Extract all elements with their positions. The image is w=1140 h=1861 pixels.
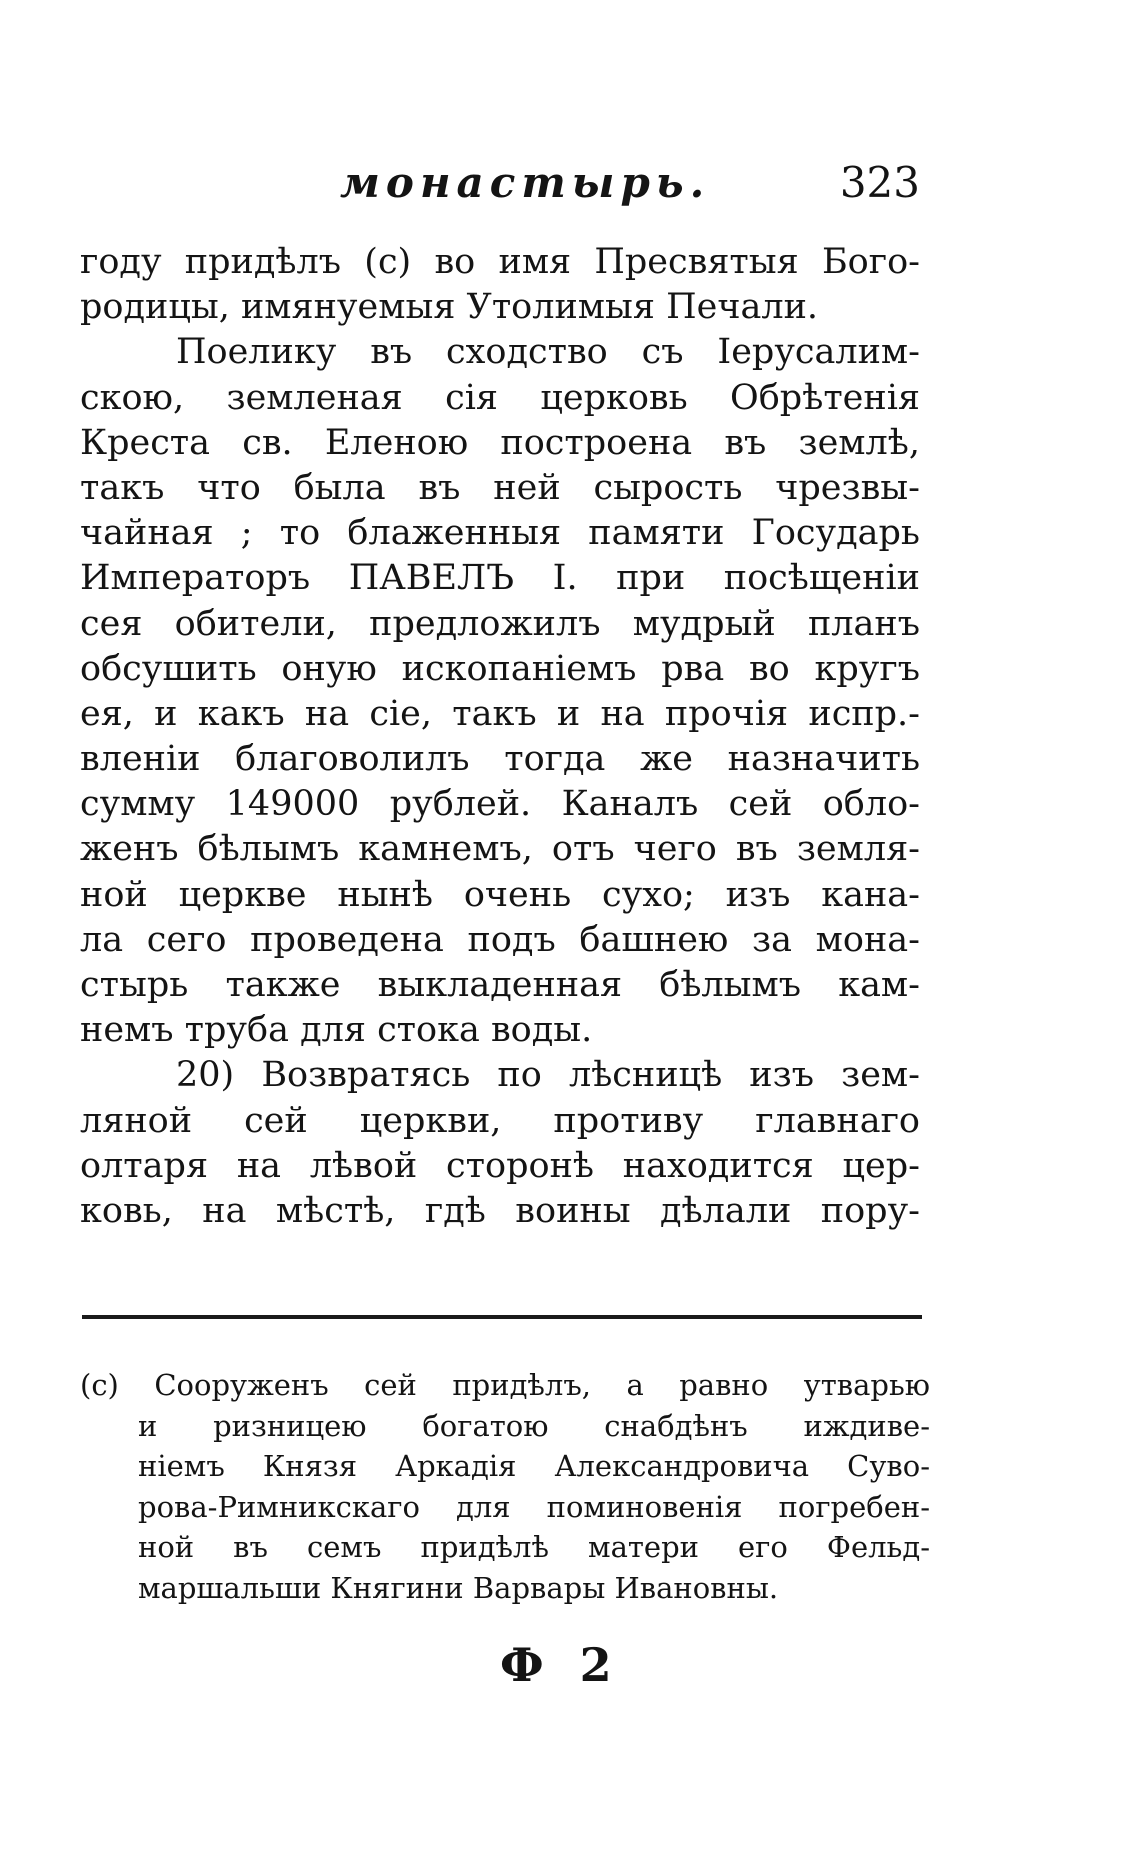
text-line: скою, земленая сiя церковь Обрѣтенiя xyxy=(80,377,920,418)
text-line: олтаря на лѣвой сторонѣ находится цер- xyxy=(80,1145,920,1186)
text-line: родицы, имянуемыя Утолимыя Печали. xyxy=(80,287,819,328)
text-line: сея обители, предложилъ мудрый планъ xyxy=(80,603,920,644)
text-line: сумму 149000 рублей. Каналъ сей обло- xyxy=(80,784,920,825)
footnote-line: маршальши Княгини Варвары Ивановны. xyxy=(138,1570,779,1605)
body-text xyxy=(80,240,920,1234)
text-line: такъ что была въ ней сырость чрезвы- xyxy=(80,467,920,508)
text-line: Императоръ ПАВЕЛЪ I. при посѣщенiи xyxy=(80,558,920,599)
footnote-rule xyxy=(82,1315,922,1319)
text-line: немъ труба для стока воды. xyxy=(80,1010,593,1051)
text-line: ея, и какъ на сiе, такъ и на прочiя испр.- xyxy=(80,693,920,734)
text-line: Поелику въ сходство съ Iерусалим- xyxy=(176,332,920,373)
footnote-line: рова-Римникскаго для поминовенiя погребен- xyxy=(138,1489,930,1524)
text-line: стырь также выкладенная бѣлымъ кам- xyxy=(80,965,920,1005)
text-line: вленiи благоволилъ тогда же назначить xyxy=(80,739,920,780)
text-line: ной церкве нынѣ очень сухо; изъ кана- xyxy=(80,874,920,915)
text-line: ковь, на мѣстѣ, гдѣ воины дѣлали пору- xyxy=(80,1190,920,1231)
footnote-line: (с) Сооруженъ сей придѣлъ, а равно утварью xyxy=(80,1368,930,1402)
footnote-line: нiемъ Князя Аркадiя Александровича Суво- xyxy=(138,1449,930,1483)
page-header xyxy=(80,150,920,210)
footnote-line: и ризницею богатою снабдѣнъ иждиве- xyxy=(138,1408,930,1443)
text-line: ляной сей церкви, противу главнаго xyxy=(80,1100,920,1141)
signature-mark: Ф 2 xyxy=(500,1638,622,1692)
text-line: женъ бѣлымъ камнемъ, отъ чего въ земля- xyxy=(80,829,920,870)
text-line: чайная ; то блаженныя памяти Государь xyxy=(80,513,920,554)
text-line: году придѣлъ (с) во имя Пресвятыя Бого- xyxy=(80,242,920,282)
text-line: Креста св. Еленою построена въ землѣ, xyxy=(80,422,920,463)
footnote xyxy=(80,1365,930,1608)
text-line: обсушить оную ископанiемъ рва во кругъ xyxy=(80,648,920,689)
text-line: ла сего проведена подъ башнею за мона- xyxy=(80,919,920,960)
footnote-line: ной въ семъ придѣлѣ матери его Фельд- xyxy=(138,1530,930,1564)
page-number: 323 xyxy=(839,158,920,207)
running-head: монастырь. xyxy=(340,158,711,207)
text-line: 20) Возвратясь по лѣсницѣ изъ зем- xyxy=(176,1055,920,1096)
